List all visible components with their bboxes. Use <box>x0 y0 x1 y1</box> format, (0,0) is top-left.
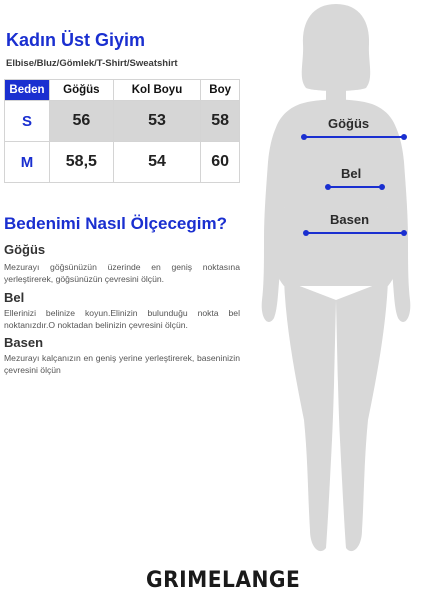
size-cell: M <box>5 142 50 183</box>
hip-right-dot <box>401 230 407 236</box>
guide-title: Bedenimi Nasıl Ölçecegim? <box>4 214 227 233</box>
kol-boyu-cell: 53 <box>113 101 201 142</box>
hip-label: Basen <box>330 212 370 227</box>
section-text-basen: Mezurayı kalçanızın en geniş yerine yerleştirerek, baseninizin çevresini ölçün <box>4 353 240 375</box>
waist-label: Bel <box>341 166 362 181</box>
hip-left-dot <box>303 230 309 236</box>
section-heading-bel: Bel <box>4 290 25 305</box>
waist-left-dot <box>325 184 331 190</box>
chest-left-dot <box>301 134 307 140</box>
chest-right-dot <box>401 134 407 140</box>
body-figure <box>248 0 424 570</box>
gogus-cell: 56 <box>50 101 114 142</box>
table-row <box>5 142 240 183</box>
size-cell: S <box>5 101 50 142</box>
page-subtitle: Elbise/Bluz/Gömlek/T-Shirt/Sweatshirt <box>6 58 178 69</box>
table-row <box>5 101 240 142</box>
size-table <box>4 79 240 183</box>
brand-logo: GRIMELANGE <box>146 568 301 593</box>
section-heading-gogus: Göğüs <box>4 242 46 257</box>
hip-measure-line <box>306 232 404 234</box>
column-header-beden: Beden <box>5 80 50 101</box>
waist-measure-line <box>328 186 382 188</box>
boy-cell: 60 <box>201 142 240 183</box>
page-title: Kadın Üst Giyim <box>6 30 146 50</box>
section-heading-basen: Basen <box>4 335 44 350</box>
waist-right-dot <box>379 184 385 190</box>
section-text-gogus: Mezurayı göğsünüzün üzerinde en geniş noktasına yerleştirerek, göğsünüzün çevresini ölçün. <box>4 262 240 284</box>
column-header-gogus: Göğüs <box>50 80 114 101</box>
kol-boyu-cell: 54 <box>113 142 201 183</box>
column-header-boy: Boy <box>201 80 240 101</box>
chest-label: Göğüs <box>328 116 370 131</box>
table-header-row <box>5 80 240 101</box>
column-header-kol-boyu: Kol Boyu <box>113 80 201 101</box>
gogus-cell: 58,5 <box>50 142 114 183</box>
chest-measure-line <box>304 136 404 138</box>
boy-cell: 58 <box>201 101 240 142</box>
section-text-bel: Ellerinizi belinize koyun.Elinizin bulunduğu nokta bel noktanızdır.O noktadan belinizin çevresini ölçün. <box>4 308 240 330</box>
body-silhouette <box>248 0 424 570</box>
